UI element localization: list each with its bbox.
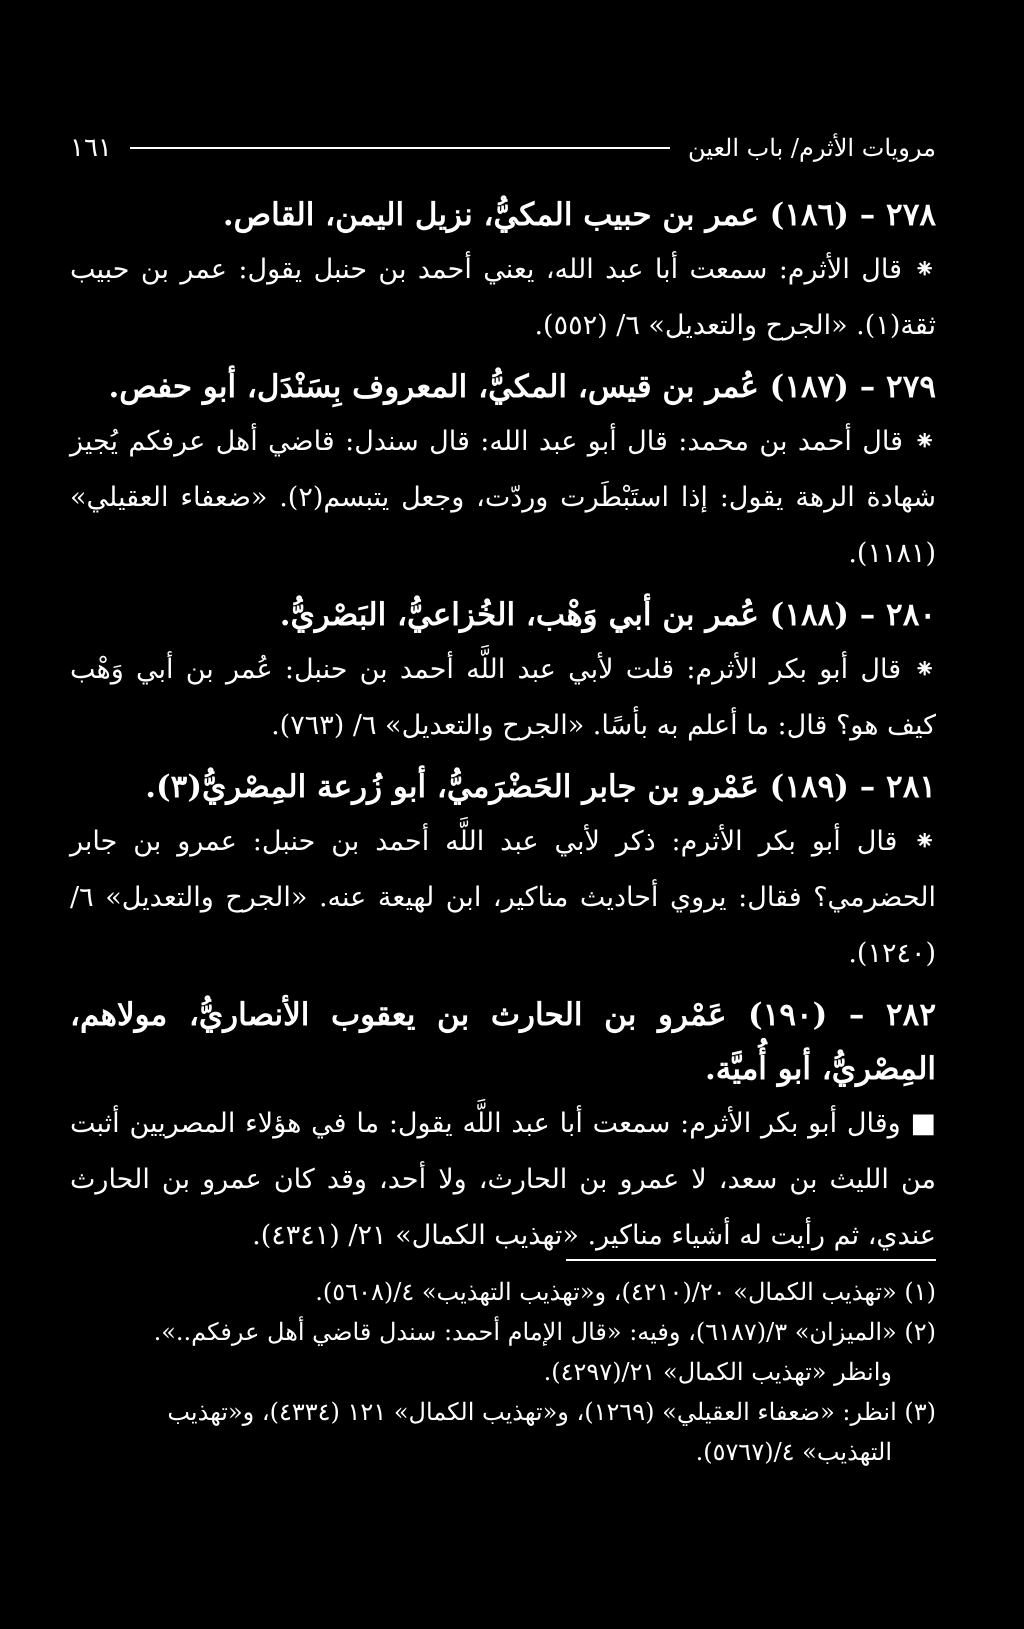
entry-text: ⁕ قال أبو بكر الأثرم: ذكر لأبي عبد اللَّه أحمد بن حنبل: عمرو بن جابر الحضرمي؟ فقال: يروي أحاديث مناكير، ابن لهيعة عنه. «الجرح والتعديل» ٦/ (١٢٤٠). (70, 826, 936, 969)
footnote-3-continued: التهذيب» ٤/(٥٧٦٧). (695, 1438, 892, 1466)
entry-text: ⁕ قال الأثرم: سمعت أبا عبد الله، يعني أحمد بن حنبل يقول: عمر بن حبيب ثقة(١). «الجرح والتعديل» ٦/ (٥٥٢). (70, 254, 936, 341)
entry-280 (70, 588, 936, 754)
footnote-1: (١) «تهذيب الكمال» ٢٠/(٤٢١٠)، و«تهذيب التهذيب» ٤/(٥٦٠٨). (315, 1278, 936, 1306)
running-header (70, 128, 936, 168)
entry-text: ■ وقال أبو بكر الأثرم: سمعت أبا عبد اللَّه يقول: ما في هؤلاء المصريين أثبت من الليث بن سعد، لا عمرو بن الحارث، ولا أحد، وقد كان عمرو بن الحارث عندي، ثم رأيت له أشياء مناكير. «تهذيب الكمال» ٢١/ (٤٣٤١). (70, 1108, 936, 1251)
entry-282 (70, 988, 936, 1264)
footnote-3: (٣) انظر: «ضعفاء العقيلي» (١٢٦٩)، و«تهذيب الكمال» ١٢١ (٤٣٣٤)، و«تهذيب (167, 1398, 936, 1426)
footnote-2-continued: وانظر «تهذيب الكمال» ٢١/(٤٢٩٧). (543, 1358, 892, 1386)
page-number: ١٦١ (70, 133, 112, 163)
entry-heading: ٢٧٩ – (١٨٧) عُمر بن قيس، المكيُّ، المعروف بِسَنْدَل، أبو حفص. (108, 369, 936, 405)
entry-heading: ٢٧٨ – (١٨٦) عمر بن حبيب المكيُّ، نزيل اليمن، القاص. (222, 197, 936, 233)
entry-heading: ٢٨١ – (١٨٩) عَمْرو بن جابر الحَضْرَميُّ، أبو زُرعة المِصْريُّ(٣). (145, 769, 936, 805)
main-text (70, 188, 936, 1270)
entry-text: ⁕ قال أحمد بن محمد: قال أبو عبد الله: قال سندل: قاضي أهل عرفكم يُجيز شهادة الرهة يقول: إذا استَبْطَرت وردّت، وجعل يتبسم(٢). «ضعفاء العقيلي» (١١٨١). (70, 426, 936, 569)
entry-278 (70, 188, 936, 354)
footnote-separator (566, 1259, 936, 1261)
footnotes (70, 1272, 936, 1472)
running-title: مرويات الأثرم/ باب العين (687, 134, 936, 162)
entry-279 (70, 360, 936, 582)
entry-text: ⁕ قال أبو بكر الأثرم: قلت لأبي عبد اللَّه أحمد بن حنبل: عُمر بن أبي وَهْب كيف هو؟ قال: ما أعلم به بأسًا. «الجرح والتعديل» ٦/ (٧٦٣). (70, 654, 936, 741)
entry-heading: ٢٨٢ – (١٩٠) عَمْرو بن الحارث بن يعقوب الأنصاريُّ، مولاهم، المِصْريُّ، أبو أُميَّة. (70, 997, 936, 1087)
entry-281 (70, 760, 936, 982)
header-rule (130, 147, 670, 149)
entry-heading: ٢٨٠ – (١٨٨) عُمر بن أبي وَهْب، الخُزاعيُّ، البَصْريُّ. (279, 597, 936, 633)
footnote-2: (٢) «الميزان» ٣/(٦١٨٧)، وفيه: «قال الإمام أحمد: سندل قاضي أهل عرفكم..». (153, 1318, 936, 1346)
